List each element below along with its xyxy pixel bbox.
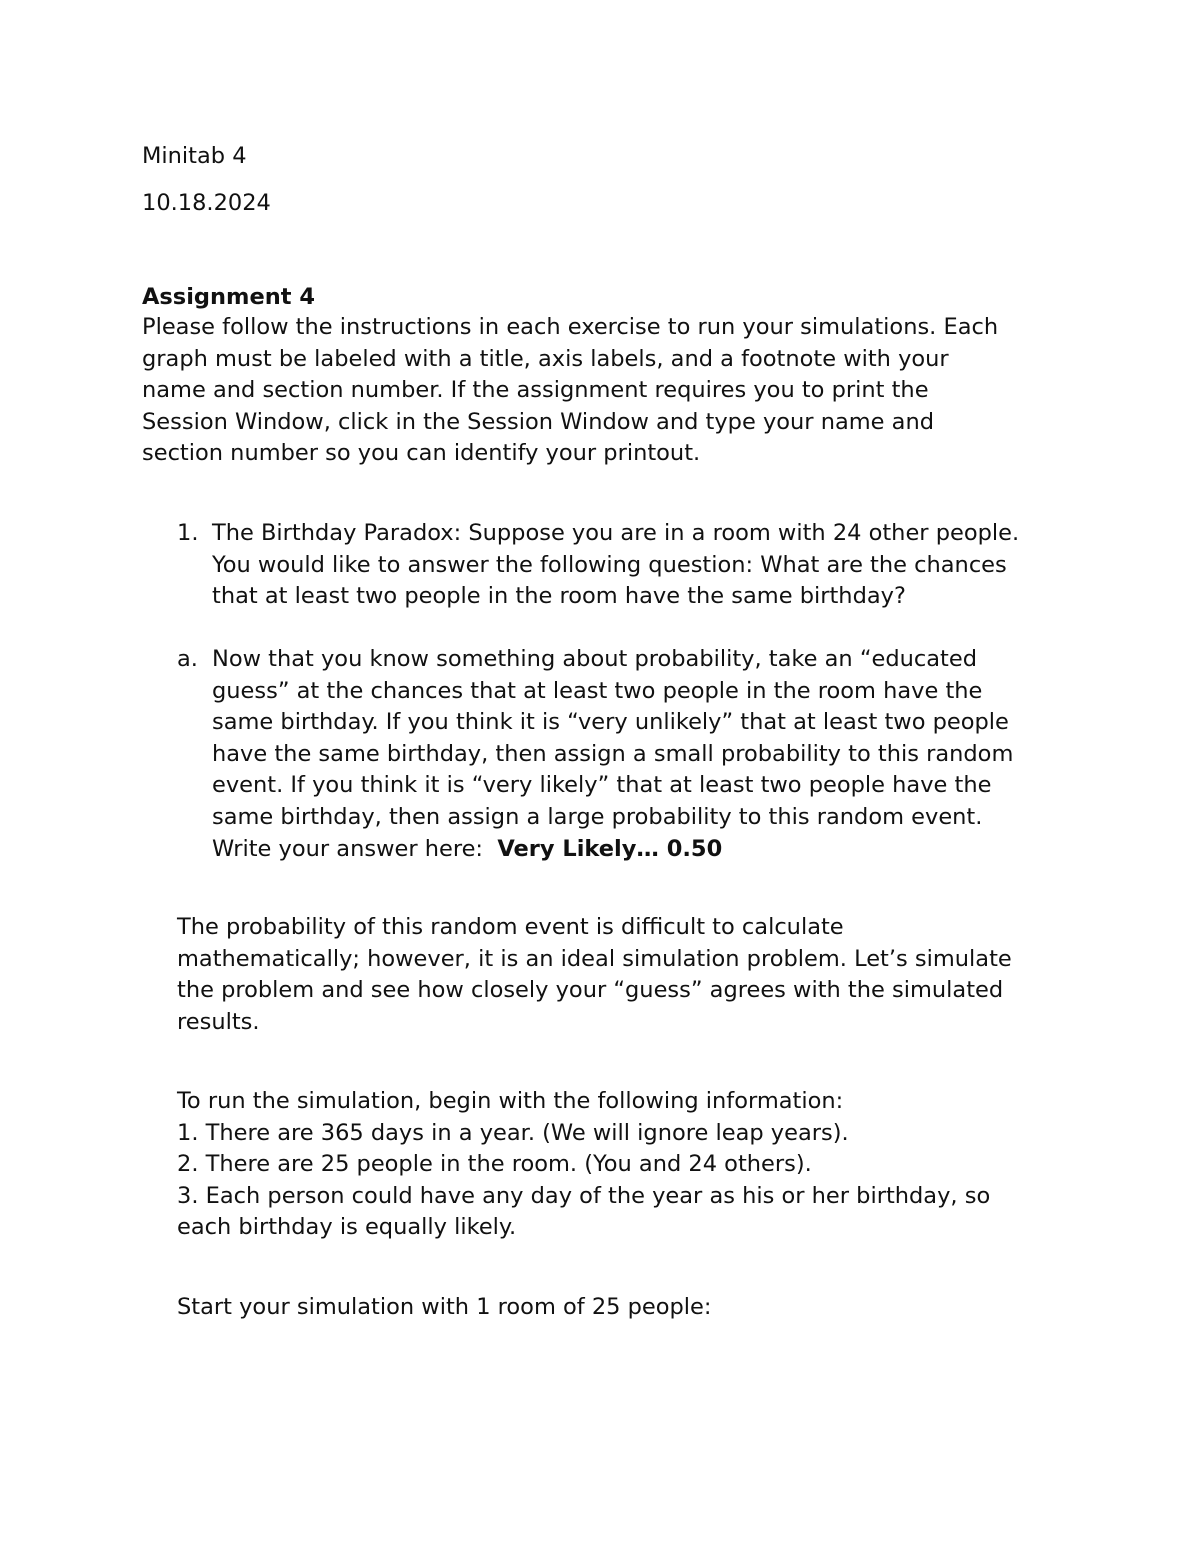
list-item-line: You would like to answer the following question: What are the chances	[212, 551, 1007, 578]
paragraph-line: The probability of this random event is difficult to calculate	[177, 914, 844, 940]
paragraph-line: each birthday is equally likely.	[177, 1214, 517, 1241]
list-marker-a: a.	[177, 646, 198, 672]
probability-paragraph	[177, 912, 1012, 1038]
answer-value: Very Likely… 0.50	[497, 835, 723, 862]
intro-line: graph must be labeled with a title, axis labels, and a footnote with your	[142, 345, 949, 372]
list-item-line: that at least two people in the room have the same birthday?	[212, 583, 906, 610]
paragraph-line: 1. There are 365 days in a year. (We will ignore leap years).	[177, 1119, 849, 1146]
list-item-a	[212, 644, 1013, 865]
start-simulation-text: Start your simulation with 1 room of 25 people:	[177, 1294, 712, 1320]
document-title: Minitab 4	[142, 143, 247, 169]
assignment-intro	[142, 312, 998, 470]
intro-line: Please follow the instructions in each exercise to run your simulations. Each	[142, 314, 999, 340]
list-item-line: same birthday. If you think it is “very unlikely” that at least two people	[212, 709, 1009, 736]
paragraph-line: the problem and see how closely your “guess” agrees with the simulated	[177, 977, 1004, 1004]
paragraph-line: 2. There are 25 people in the room. (You and 24 others).	[177, 1151, 812, 1178]
simulation-info-paragraph	[177, 1086, 990, 1244]
intro-line: name and section number. If the assignment requires you to print the	[142, 377, 929, 404]
answer-prompt: Write your answer here:	[212, 835, 483, 862]
list-marker-1: 1.	[177, 520, 199, 546]
list-item-line: Now that you know something about probability, take an “educated	[212, 646, 977, 672]
list-item-line: guess” at the chances that at least two people in the room have the	[212, 677, 983, 704]
list-item-line: event. If you think it is “very likely” that at least two people have the	[212, 772, 992, 799]
intro-line: section number so you can identify your printout.	[142, 440, 701, 467]
paragraph-line: To run the simulation, begin with the following information:	[177, 1088, 844, 1114]
paragraph-line: 3. Each person could have any day of the year as his or her birthday, so	[177, 1182, 991, 1209]
intro-line: Session Window, click in the Session Window and type your name and	[142, 408, 934, 435]
answer-line	[212, 834, 1013, 866]
document-date: 10.18.2024	[142, 190, 271, 216]
assignment-heading: Assignment 4	[142, 284, 316, 310]
list-item-line: have the same birthday, then assign a small probability to this random	[212, 740, 1014, 767]
list-item-line: same birthday, then assign a large probability to this random event.	[212, 803, 983, 830]
list-item-line: The Birthday Paradox: Suppose you are in a room with 24 other people.	[212, 520, 1020, 546]
paragraph-line: results.	[177, 1008, 260, 1035]
list-item-1	[212, 518, 1019, 613]
paragraph-line: mathematically; however, it is an ideal simulation problem. Let’s simulate	[177, 945, 1012, 972]
